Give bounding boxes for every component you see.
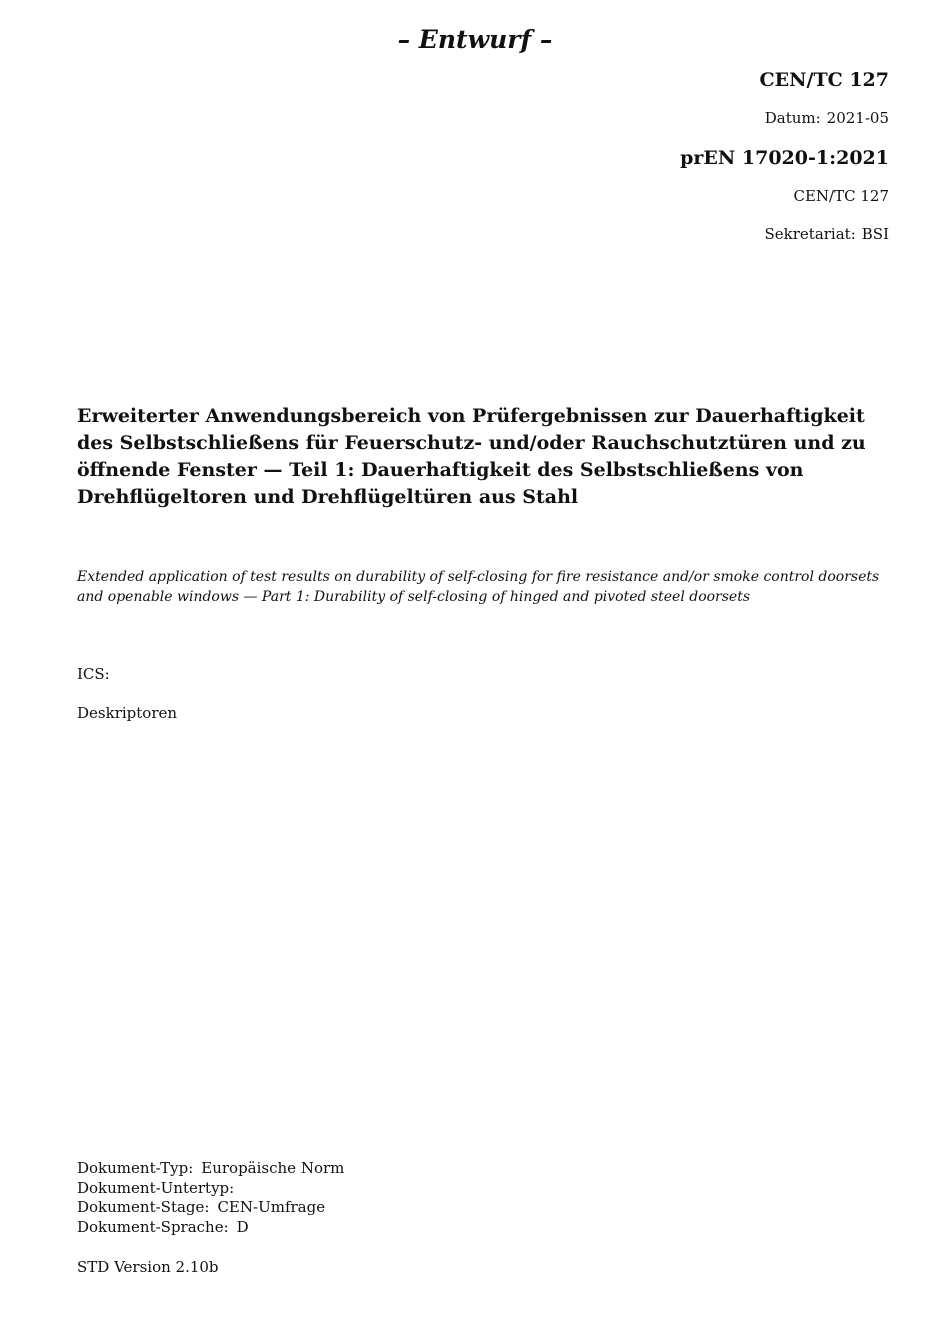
date-value: 2021-05 — [826, 109, 889, 127]
date-label: Datum: — [764, 109, 821, 127]
document-language-value: D — [236, 1218, 249, 1237]
document-language-label: Dokument-Sprache: — [77, 1218, 229, 1237]
std-version: STD Version 2.10b — [77, 1258, 219, 1276]
committee-secondary: CEN/TC 127 — [793, 187, 889, 205]
document-language-row — [77, 1218, 344, 1238]
document-type-value: Europäische Norm — [201, 1159, 345, 1177]
date-line — [765, 108, 889, 128]
document-info — [77, 1159, 344, 1238]
ics-label: ICS: — [77, 665, 110, 683]
document-type-row — [77, 1159, 344, 1179]
document-subtype-label: Dokument-Untertyp: — [77, 1178, 235, 1197]
document-stage-value: CEN-Umfrage — [217, 1198, 326, 1217]
descriptors-label: Deskriptoren — [77, 704, 178, 722]
document-number: prEN 17020-1:2021 — [680, 147, 889, 169]
english-title: Extended application of test results on durability of self-closing for fire resistance and/or smoke control doorsets and openable windows — Part 1: Durability of self-closing of hinged and pivoted steel doorsets — [77, 569, 880, 605]
document-stage-row — [77, 1198, 344, 1218]
document-type-label: Dokument-Typ: — [77, 1159, 194, 1177]
draft-label: – Entwurf – — [397, 25, 553, 54]
document-subtype-row — [77, 1179, 344, 1199]
document-stage-label: Dokument-Stage: — [77, 1198, 210, 1217]
german-title: Erweiterter Anwendungsbereich von Prüfergebnissen zur Dauerhaftigkeit des Selbstschließens für Feuerschutz- und/oder Rauchschutztüren und zu öffnende Fenster — Teil 1: Dauerhaftigkeit des Selbstschließens von Drehflügeltoren und Drehflügeltüren aus Stahl — [77, 405, 866, 508]
committee: CEN/TC 127 — [759, 69, 889, 91]
secretariat-value: BSI — [861, 225, 889, 243]
secretariat-label: Sekretariat: — [764, 225, 856, 243]
secretariat-line — [765, 224, 890, 244]
